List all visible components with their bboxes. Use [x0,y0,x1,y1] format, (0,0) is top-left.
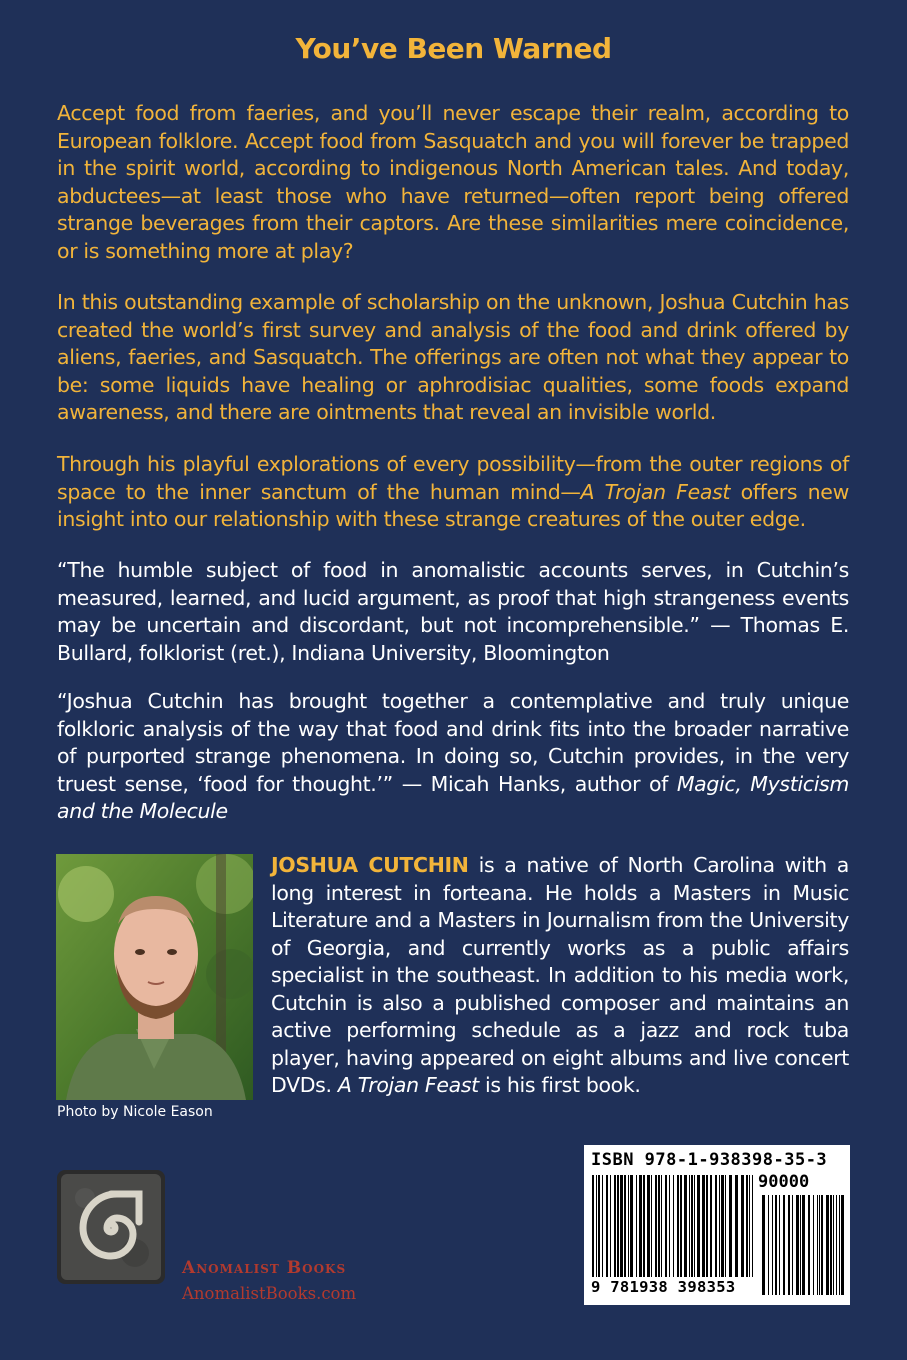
barcode-digits: 9 781938 398353 [591,1278,736,1296]
barcode-bar [710,1175,712,1277]
barcode-bar [624,1175,626,1277]
addon-bar [783,1195,785,1295]
barcode-bar [602,1175,603,1277]
barcode-bar [746,1175,748,1277]
addon-bar [800,1195,801,1295]
barcode-bar [691,1175,693,1277]
addon-bar [775,1195,777,1295]
barcode-bar [636,1175,637,1277]
cited-book-title: Magic, Mysticism and the Molecule [57,771,849,823]
addon-bar [808,1195,810,1295]
barcode-bar [598,1175,600,1277]
barcode-bar [661,1175,662,1277]
addon-bar [802,1195,805,1295]
addon-bar [821,1195,823,1295]
addon-bar [788,1195,790,1295]
barcode-bar [735,1175,738,1277]
barcode-bar [752,1175,753,1277]
barcode-bar [610,1175,611,1277]
blurb-hanks: “Joshua Cutchin has brought together a contemplative and truly unique folkloric analysis of the way that food and drink fits into the broader narrative of purported strange phenomena. In doing so, Cutchin provides, in the very truest sense, ‘food for thought.’” — Micah Hanks, author of Magic, Mysticism and the Molecule [57,689,849,823]
barcode-bar [706,1175,708,1277]
barcode-bar [665,1175,667,1277]
description-paragraph-3: Through his playful explorations of every possibility—from the outer regions of space to the inner sanctum of the human mind—A Trojan Feast offers new insight into our relationship with these strange creatures of the outer edge. [57,452,849,531]
barcode-bar [643,1175,645,1277]
barcode-bar [673,1175,674,1277]
addon-bar [839,1195,840,1295]
barcode-bar [596,1175,597,1277]
barcode-bar [729,1175,732,1277]
barcode-bar [677,1175,679,1277]
barcode-bar [655,1175,657,1277]
barcode-bar [721,1175,724,1277]
spiral-stone-logo [55,1168,167,1286]
barcode-bar [658,1175,660,1277]
publisher-url: AnomalistBooks.com [182,1284,357,1303]
addon-bar [826,1195,829,1295]
price-code: 90000 [758,1172,810,1192]
addon-bar [836,1195,837,1295]
addon-bar [833,1195,834,1295]
addon-bar [779,1195,780,1295]
barcode-bar [689,1175,690,1277]
addon-bar [830,1195,832,1295]
addon-bar [796,1195,799,1295]
barcode-bar [651,1175,652,1277]
barcode-bar [628,1175,629,1277]
barcode-bar [669,1175,670,1277]
blurb-bullard: “The humble subject of food in anomalistic accounts serves, in Cutchin’s measured, learned, and lucid argument, as proof that high strangeness events may be uncertain and discordant, but not incomprehensible.” — Thomas E. Bullard, folklorist (ret.), Indiana University, Bloomington [57,558,849,665]
barcode-bar [694,1175,695,1277]
barcode-bar [719,1175,720,1277]
barcode-bar [715,1175,717,1277]
bio-book-title: A Trojan Feast [337,1073,479,1097]
addon-bar [792,1195,793,1295]
barcode-bar [617,1175,619,1277]
description-paragraph-2: In this outstanding example of scholarship on the unknown, Joshua Cutchin has created the world’s first survey and analysis of the food and drink offered by aliens, faeries, and Sasquatch. The offerings are often not what they appear to be: some liquids have healing or aphrodisiac qualities, some foods expand awareness, and there are ointments that reveal an invisible world. [57,290,849,424]
barcode-bar [741,1175,744,1277]
barcode-bar [620,1175,623,1277]
author-photo [56,854,253,1100]
photo-credit: Photo by Nicole Eason [57,1104,213,1120]
barcode-bar [630,1175,633,1277]
addon-bar [841,1195,844,1295]
barcode-bar [592,1175,594,1277]
author-bio: JOSHUA CUTCHIN is a native of North Carolina with a long interest in forteana. He holds a Masters in Music Literature and a Masters in Journalism from the University of Georgia, and currently works as a public affairs specialist in the southeast. In addition to his media work, Cutchin is also a published composer and maintains an active performing schedule as a jazz and rock tuba player, having appeared on eight albums and live concert DVDs. A Trojan Feast is his first book. [271,853,849,1097]
barcode-bar [639,1175,642,1277]
author-name: JOSHUA CUTCHIN [271,853,469,877]
barcode-bar [647,1175,650,1277]
barcode-bar [680,1175,682,1277]
barcode-bar [614,1175,616,1277]
barcode-bar [725,1175,726,1277]
barcode-bar [606,1175,608,1277]
publisher-name: Anomalist Books [182,1258,347,1278]
barcode-bar [702,1175,705,1277]
addon-bar [813,1195,814,1295]
barcode-bar [749,1175,750,1277]
addon-bar [817,1195,818,1295]
addon-bar [819,1195,820,1295]
description-paragraph-1: Accept food from faeries, and you’ll never escape their realm, according to European folklore. Accept food from Sasquatch and you will forever be trapped in the spirit world, according to indigenous North American tales. And today, abductees—at least those who have returned—often report being offered strange beverages from their captors. Are these similarities mere coincidence, or is something more at play? [57,101,849,263]
barcode-bar [684,1175,687,1277]
book-title: A Trojan Feast [580,479,731,504]
addon-bar [762,1195,765,1295]
isbn-text: ISBN 978-1-938398-35-3 [591,1150,828,1170]
cover-heading: You’ve Been Warned [295,32,612,65]
addon-bar [768,1195,769,1295]
addon-bar [772,1195,773,1295]
barcode-bar [697,1175,700,1277]
